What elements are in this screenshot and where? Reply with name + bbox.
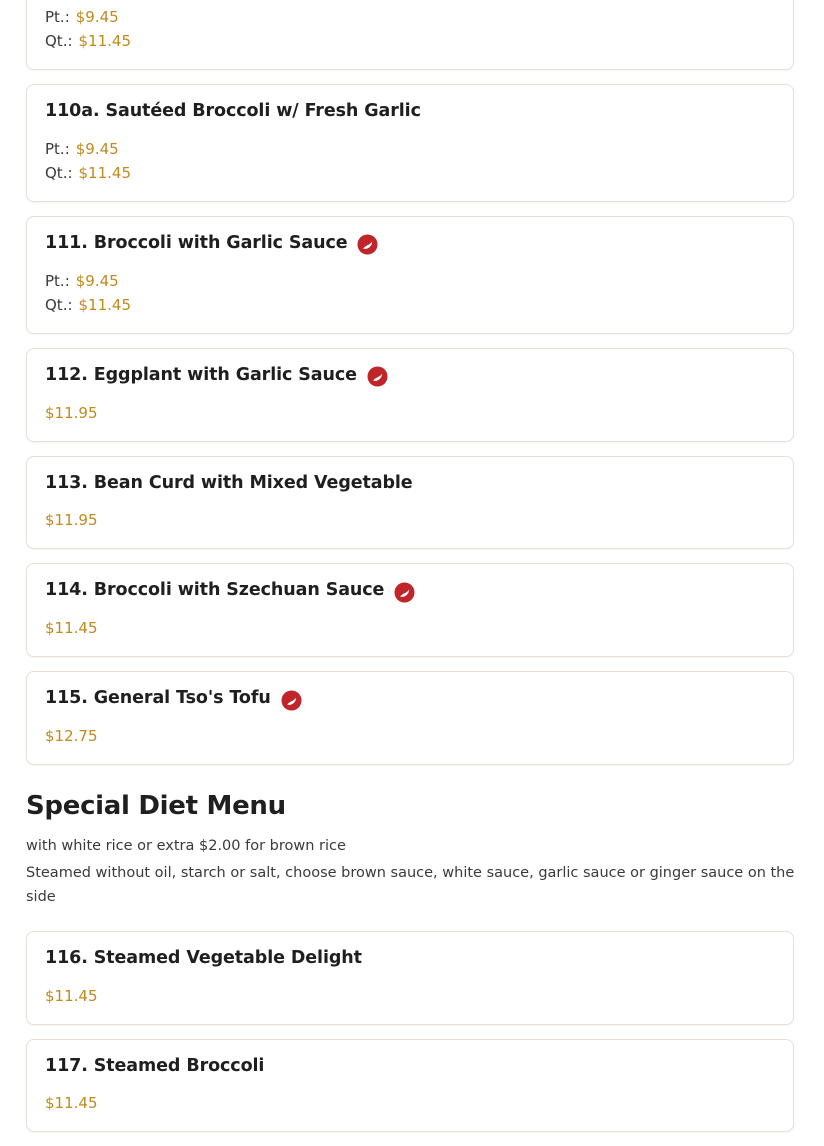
qt-label: Qt.:: [45, 295, 73, 314]
menu-item-name: 115. General Tso's Tofu: [45, 688, 271, 709]
menu-item-title: [45, 688, 775, 710]
menu-item-card[interactable]: [26, 0, 794, 70]
menu-item-name: 114. Broccoli with Szechuan Sauce: [45, 580, 385, 601]
menu-item-name: 116. Steamed Vegetable Delight: [45, 947, 362, 968]
menu-item-name: 111. Broccoli with Garlic Sauce: [45, 232, 348, 253]
section-description-line2: Steamed without oil, starch or salt, choose brown sauce, white sauce, garlic sauce or ginger sauce on the side: [26, 865, 795, 905]
qt-price: $11.45: [78, 163, 132, 182]
menu-item-card[interactable]: [26, 216, 794, 334]
menu-item-card[interactable]: [26, 348, 794, 442]
menu-item-title: [45, 473, 775, 495]
menu-item-price: $11.95: [45, 403, 98, 422]
pt-price: $9.45: [75, 7, 119, 26]
pt-label: Pt.:: [45, 271, 70, 290]
menu-item-name: 117. Steamed Broccoli: [45, 1055, 265, 1076]
menu-item-name: 113. Bean Curd with Mixed Vegetable: [45, 472, 413, 493]
menu-item-title: [45, 1056, 775, 1078]
menu-item-pt-price-row: [45, 137, 775, 161]
menu-item-price: $11.45: [45, 619, 98, 638]
menu-item-pt-price-row: [45, 5, 775, 29]
menu-item-card[interactable]: [26, 1039, 794, 1133]
menu-item-price: $12.75: [45, 727, 98, 746]
menu-item-qt-price-row: [45, 161, 775, 185]
section-heading: Special Diet Menu: [26, 791, 286, 822]
menu-item-title: [45, 101, 775, 123]
spicy-pepper-icon: [367, 366, 388, 387]
spicy-pepper-icon: [281, 690, 302, 711]
menu-item-name: 112. Eggplant with Garlic Sauce: [45, 364, 357, 385]
pt-price: $9.45: [75, 271, 119, 290]
pt-label: Pt.:: [45, 7, 70, 26]
menu-item-name: 110a. Sautéed Broccoli w/ Fresh Garlic: [45, 100, 421, 121]
qt-label: Qt.:: [45, 31, 73, 50]
menu-item-title: [45, 948, 775, 970]
menu-item-card[interactable]: [26, 931, 794, 1025]
menu-item-card[interactable]: [26, 456, 794, 550]
spicy-pepper-icon: [357, 234, 378, 255]
menu-item-title: [45, 580, 775, 602]
menu-item-qt-price-row: [45, 29, 775, 53]
spicy-pepper-icon: [394, 582, 415, 603]
menu-item-pt-price-row: [45, 269, 775, 293]
menu-item-title: [45, 365, 775, 387]
qt-label: Qt.:: [45, 163, 73, 182]
menu-item-card[interactable]: [26, 84, 794, 202]
menu-item-title: [45, 233, 775, 255]
menu-item-card[interactable]: [26, 671, 794, 765]
special-diet-section: [0, 791, 824, 1132]
qt-price: $11.45: [78, 295, 132, 314]
menu-item-price: $11.95: [45, 511, 98, 530]
menu-item-list-special: [0, 931, 824, 1133]
qt-price: $11.45: [78, 31, 132, 50]
section-description-line1: with white rice or extra $2.00 for brown rice: [26, 838, 346, 855]
menu-item-qt-price-row: [45, 293, 775, 317]
pt-price: $9.45: [75, 139, 119, 158]
pt-label: Pt.:: [45, 139, 70, 158]
menu-item-price: $11.45: [45, 1094, 98, 1113]
menu-item-price: $11.45: [45, 986, 98, 1005]
menu-item-card[interactable]: [26, 563, 794, 657]
